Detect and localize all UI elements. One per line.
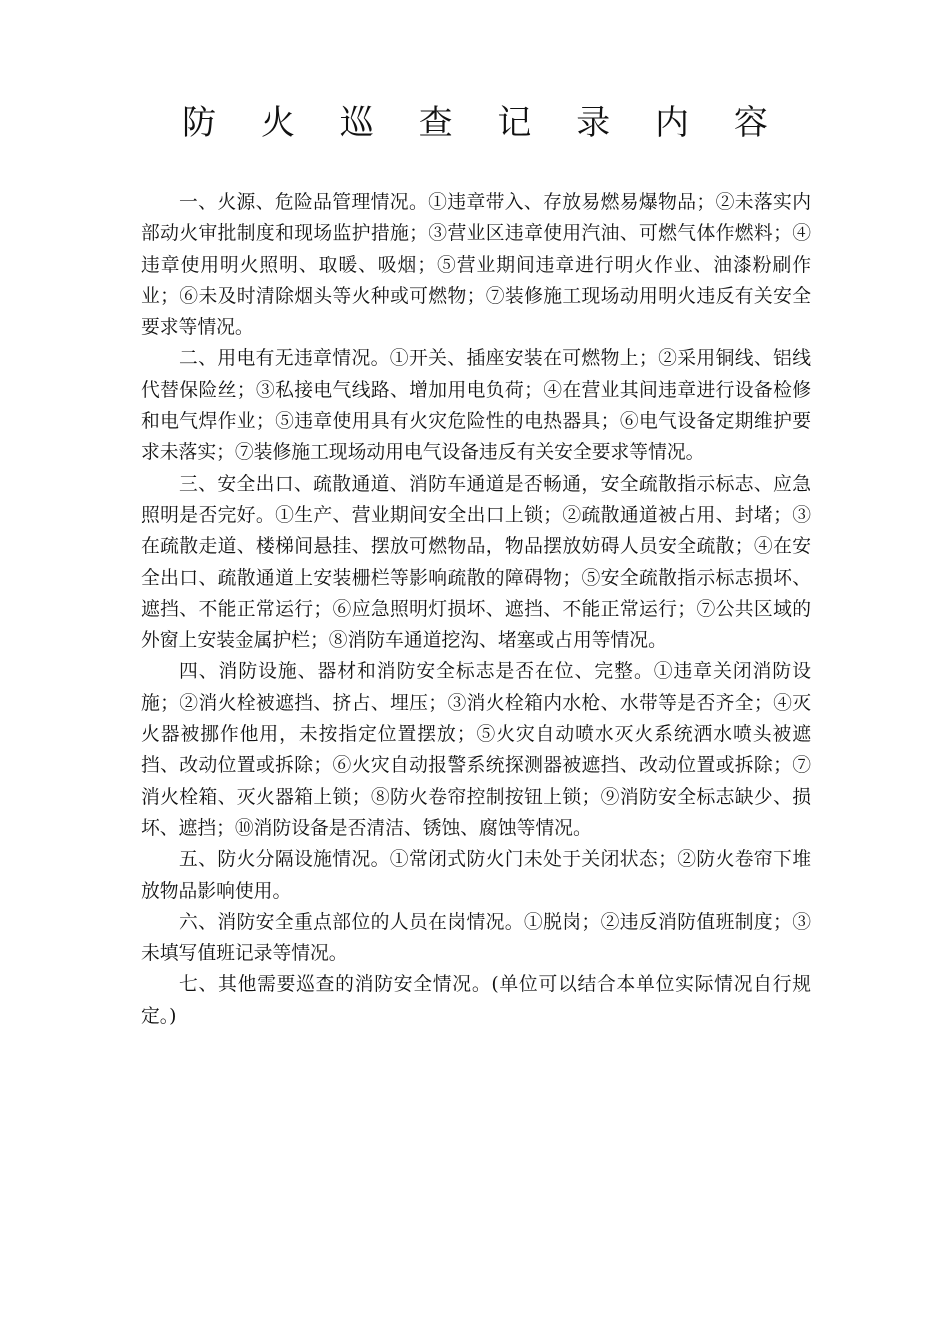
section-fire-separation: 五、防火分隔设施情况。①常闭式防火门未处于关闭状态；②防火卷帘下堆放物品影响使用。 [141, 849, 811, 902]
section-fire-sources: 一、火源、危险品管理情况。①违章带入、存放易燃易爆物品；②未落实内部动火审批制度和现场监护措施；③营业区违章使用汽油、可燃气体作燃料；④违章使用明火照明、取暖、吸烟；⑤营业期间违章进行明火作业、油漆粉刷作业；⑥未及时清除烟头等火种或可燃物；⑦装修施工现场动用明火违反有关安全要求等情况。 [141, 192, 811, 339]
document-body [141, 187, 811, 1032]
section-personnel-on-duty: 六、消防安全重点部位的人员在岗情况。①脱岗；②违反消防值班制度；③未填写值班记录等情况。 [141, 911, 811, 965]
page-title: 防 火 巡 查 记 录 内 容 [182, 103, 785, 143]
section-exits-evacuation: 三、安全出口、疏散通道、消防车通道是否畅通，安全疏散指示标志、应急照明是否完好。①生产、营业期间安全出口上锁；②疏散通道被占用、封堵；③在疏散走道、楼梯间悬挂、摆放可燃物品，物品摆放妨碍人员安全疏散；④在安全出口、疏散通道上安装栅栏等影响疏散的障碍物；⑤安全疏散指示标志损坏、遮挡、不能正常运行；⑥应急照明灯损坏、遮挡、不能正常运行；⑦公共区域的外窗上安装金属护栏；⑧消防车通道挖沟、堵塞或占用等情况。 [141, 473, 811, 652]
section-fire-equipment: 四、消防设施、器材和消防安全标志是否在位、完整。①违章关闭消防设施；②消火栓被遮挡、挤占、埋压；③消火栓箱内水枪、水带等是否齐全；④灭火器被挪作他用，未按指定位置摆放；⑤火灾自动喷水灭火系统洒水喷头被遮挡、改动位置或拆除；⑥火灾自动报警系统探测器被遮挡、改动位置或拆除；⑦消火栓箱、灭火器箱上锁；⑧防火卷帘控制按钮上锁；⑨消防安全标志缺少、损坏、遮挡；⑩消防设备是否清洁、锈蚀、腐蚀等情况。 [141, 661, 811, 839]
section-other: 七、其他需要巡查的消防安全情况。(单位可以结合本单位实际情况自行规定。) [141, 974, 811, 1027]
section-electricity: 二、用电有无违章情况。①开关、插座安装在可燃物上；②采用铜线、铝线代替保险丝；③私接电气线路、增加用电负荷；④在营业其间违章进行设备检修和电气焊作业；⑤违章使用具有火灾危险性的电热器具；⑥电气设备定期维护要求未落实；⑦装修施工现场动用电气设备违反有关安全要求等情况。 [141, 348, 811, 464]
